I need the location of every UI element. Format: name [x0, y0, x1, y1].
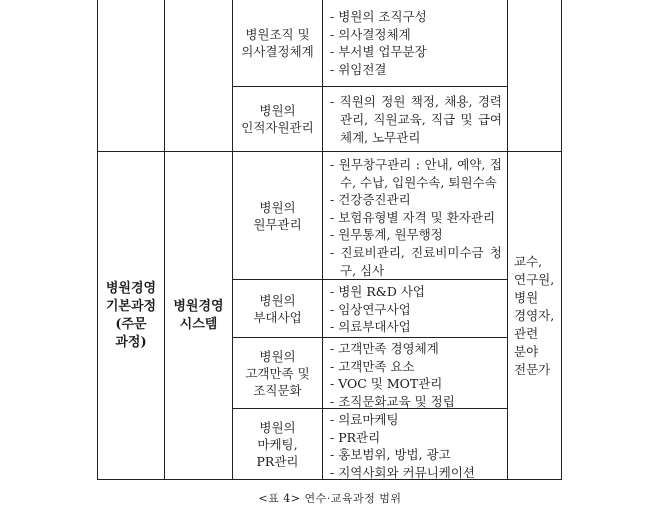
list-item: - 의사결정체계: [330, 26, 411, 42]
items-list: [330, 283, 502, 336]
list-item: - 원무통계, 원무행정: [330, 227, 443, 243]
list-item: - 위임전결: [330, 61, 387, 77]
course-category-cell: 병원경영 기본과정 (주문 과정): [105, 280, 157, 350]
list-item: - 고객만족 경영체계: [330, 341, 439, 356]
items-list: [330, 156, 502, 279]
list-item: - 진료비관리, 진료비미수금 청구, 심사: [330, 244, 502, 278]
table-caption: <표 4> 연수·교육과정 범위: [258, 492, 402, 505]
topic-cell: 병원조직 및 의사결정체계: [241, 27, 314, 59]
topic-cell: 병원의 부대사업: [253, 292, 302, 325]
curriculum-table: [97, 0, 562, 480]
list-item: - 보험유형별 자격 및 환자관리: [330, 209, 496, 225]
topic-cell: 병원의 마케팅, PR관리: [256, 419, 299, 469]
items-list: [330, 8, 502, 78]
list-item: - 고객만족 요소: [330, 358, 415, 374]
list-item: - 병원 R&D 사업: [330, 284, 426, 299]
list-item: - 조직문화교육 및 정립: [330, 393, 455, 409]
list-item: - 건강증진관리: [330, 192, 411, 208]
topic-cell: 병원의 인적자원관리: [241, 103, 314, 135]
list-item: - 부서별 업무분장: [330, 44, 427, 60]
list-item: - PR관리: [330, 429, 381, 445]
list-item: - VOC 및 MOT관리: [330, 376, 443, 392]
list-item: - 직원의 정원 책정, 채용, 경력관리, 직원교육, 직급 및 급여체계, 노무관리: [330, 94, 502, 145]
list-item: - 원무창구관리 : 안내, 예약, 접수, 수납, 입원수속, 퇴원수속: [330, 157, 502, 190]
instructors-cell: 교수, 연구원, 병원 경영자, 관련 분야 전문가: [514, 253, 555, 377]
list-item: - 홍보범위, 방법, 광고: [330, 447, 451, 463]
items-list: [330, 411, 502, 481]
items-list: [330, 340, 502, 410]
list-item: - 지역사회와 커뮤니케이션: [330, 464, 475, 480]
list-item: - 임상연구사업: [330, 301, 411, 317]
topic-cell: 병원의 고객만족 및 조직문화: [245, 348, 310, 398]
list-item: - 병원의 조직구성: [330, 9, 427, 24]
system-category-cell: 병원경영 시스템: [173, 298, 224, 332]
topic-cell: 병원의 원무관리: [253, 199, 302, 232]
list-item: - 의료부대사업: [330, 319, 411, 335]
items-list: [330, 93, 502, 147]
col-line-6: [561, 0, 562, 480]
list-item: - 의료마케팅: [330, 412, 399, 427]
